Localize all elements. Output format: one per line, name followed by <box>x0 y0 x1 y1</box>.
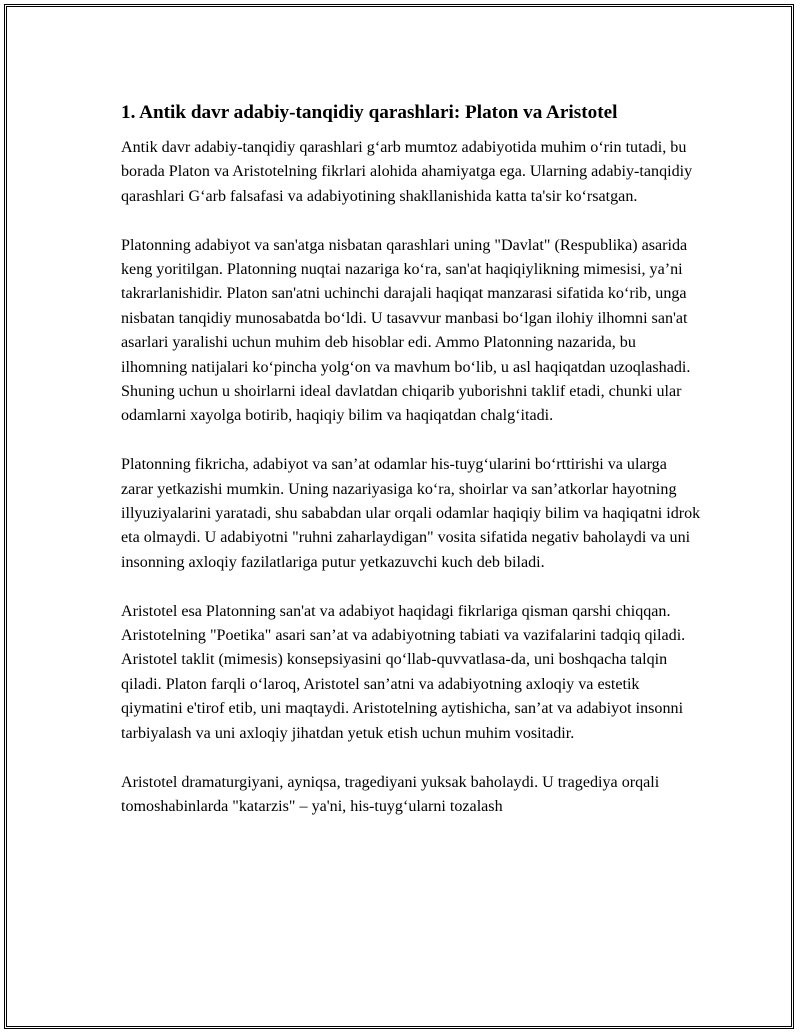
paragraph-platon-davlat: Platonning adabiyot va san'atga nisbatan qarashlari uning "Davlat" (Respublika) asarida keng yoritilgan. Platonning nuqtai nazariga ko‘ra, san'at haqiqiylikning mimesisi, ya’ni takrarlanishidir. Platon san'atni uchinchi darajali haqiqat manzarasi sifatida ko‘rib, unga nisbatan tanqidiy munosabatda bo‘ldi. U tasavvur manbasi bo‘lgan ilohiy ilhomni san'at asarlari yaralishi uchun muhim deb hisoblar edi. Ammo Platonning nazarida, bu ilhomning natijalari ko‘pincha yolg‘on va mavhum bo‘lib, u asl haqiqatdan uzoqlashadi. Shuning uchun u shoirlarni ideal davlatdan chiqarib yuborishni taklif etadi, chunki ular odamlarni xayolga botirib, haqiqiy bilim va haqiqatdan chalg‘itadi. <box>121 236 691 425</box>
page-border <box>4 4 794 1029</box>
document-title: 1. Antik davr adabiy-tanqidiy qarashlari: Platon va Aristotel <box>121 102 618 123</box>
paragraph-aristotel-tragediya: Aristotel dramaturgiyani, ayniqsa, tragediyani yuksak baholaydi. U tragediya orqali tomoshabinlarda "katarzis" – ya'ni, his-tuyg‘ularni tozalash <box>121 773 660 815</box>
paragraph-platon-fikricha: Platonning fikricha, adabiyot va san’at odamlar his-tuyg‘ularini bo‘rttirishi va ularga zarar yetkazishi mumkin. Uning nazariyasiga ko‘ra, shoirlar va san’atkorlar hayotning illyuziyalarini yaratadi, shu sababdan ular orqali odamlar haqiqiy bilim va haqiqatni idrok eta olmaydi. U adabiyotni "ruhni zaharlaydigan" vosita sifatida negativ baholaydi va uni insonning axloqiy fazilatlariga putur yetkazuvchi kuch deb biladi. <box>121 456 701 571</box>
paragraph-aristotel-poetika: Aristotel esa Platonning san'at va adabiyot haqidagi fikrlariga qisman qarshi chiqqan. Aristotelning "Poetika" asari san’at va adabiyotning tabiati va vazifalarini tadqiq qiladi. Aristotel taklit (mimesis) konsepsiyasini qo‘llab-quvvatlasa-da, uni boshqacha talqin qiladi. Platon farqli o‘laroq, Aristotel san’atni va adabiyotning axloqiy va estetik qiymatini e'tirof etib, uni maqtaydi. Aristotelning aytishicha, san’at va adabiyot insonni tarbiyalash va uni axloqiy jihatdan yetuk etish uchun muhim vositadir. <box>121 602 686 742</box>
page <box>7 7 791 1026</box>
document-body <box>121 100 701 844</box>
paragraph-intro: Antik davr adabiy-tanqidiy qarashlari g‘arb mumtoz adabiyotida muhim o‘rin tutadi, bu borada Platon va Aristotelning fikrlari alohida ahamiyatga ega. Ularning adabiy-tanqidiy qarashlari G‘arb falsafasi va adabiyotining shakllanishida katta ta'sir ko‘rsatgan. <box>121 139 693 205</box>
